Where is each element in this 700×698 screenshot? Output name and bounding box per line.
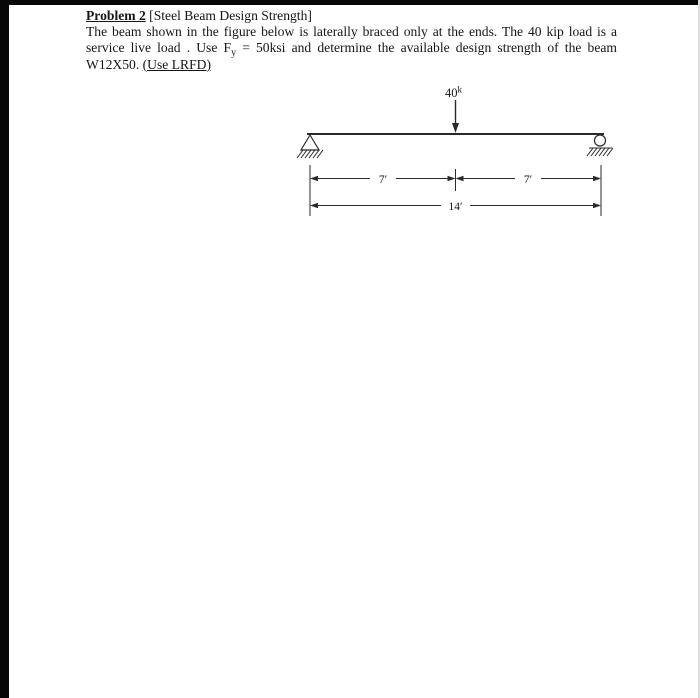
roller-support-hatching [587,148,613,156]
dim-arrowhead [593,203,601,208]
problem-heading [86,8,617,24]
beam-designation: W12X50. [86,56,143,72]
load-label [445,85,463,101]
use-lrfd-note: (Use LRFD) [142,56,211,72]
dimension-line-total [310,201,601,213]
dim-arrowhead [593,176,601,181]
scan-border-top [0,0,700,5]
problem-title: Problem 2 [86,8,146,23]
statement-line-2 [86,40,617,60]
dim-arrowhead [456,176,464,181]
load-value: 40 [445,86,458,100]
dim-label-total: 14′ [448,200,463,213]
roller-support-icon [595,135,606,146]
beam-figure [280,82,640,232]
load-arrowhead [452,123,459,133]
scan-border-left [0,0,9,698]
statement-line2-text-a: service live load . Use F [86,40,232,56]
dim-arrowhead [448,176,456,181]
dim-label-right-span: 7′ [523,173,533,186]
pin-support-hatching [297,150,323,158]
dim-label-left-span: 7′ [378,173,388,186]
fy-subscript: y [231,48,237,60]
statement-line2-text-b: = 50ksi and determine the available design strength of the beam [236,40,617,56]
pin-support-icon [301,135,319,150]
statement-line-3 [86,57,617,73]
load-unit-superscript: k [457,84,462,95]
statement-line-1: The beam shown in the figure below is laterally braced only at the ends. The 40 kip load is a [86,24,617,40]
dim-arrowhead [310,203,318,208]
problem-statement [86,8,617,73]
dim-arrowhead [310,176,318,181]
problem-subtitle: [Steel Beam Design Strength] [145,8,312,23]
